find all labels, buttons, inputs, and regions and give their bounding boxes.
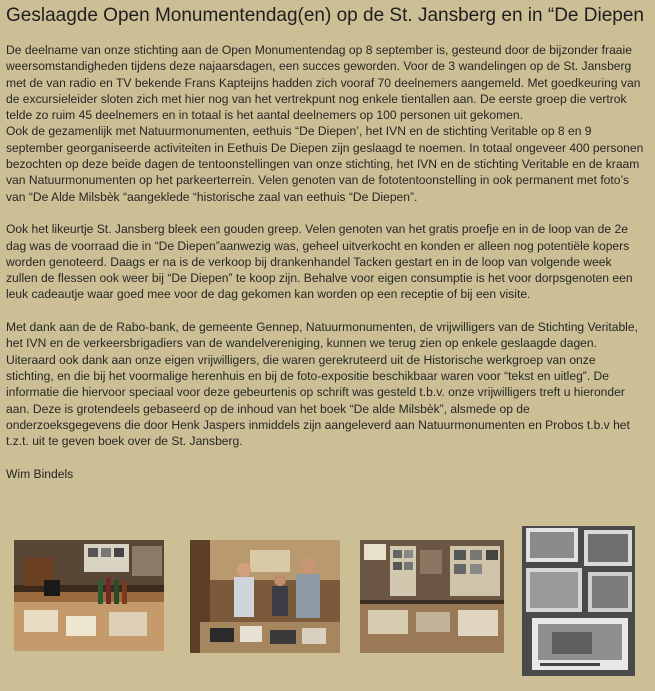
photo-historic-frames[interactable] (522, 526, 635, 676)
visitors-image (190, 540, 340, 653)
historic-frames-image (522, 526, 635, 676)
article-title: Geslaagde Open Monumentendag(en) op de St. Jansberg en in “De Diepen (6, 5, 644, 26)
exhibition-table-image (14, 540, 164, 651)
photo-gallery (0, 526, 655, 691)
paragraph-de-diepen: Ook de gezamenlijk met Natuurmonumenten, eethuis “De Diepen’, het IVN en de stichting Veritable op 8 en 9 september georganiseerde activiteiten in Eethuis De Diepen zijn geslaagd te noemen. In totaal ongeveer 400 personen bezochten op deze beide dagen de tentoonstellingen van onze stichting, het IVN en de stichting Veritable en de kraam van Natuurmonumenten op het parkeerterrein. Velen genoten van de fototentoonstelling in ook permanent met foto’s van “De Alde Milsbèk “aangeklede “historische zaal van eethuis “De Diepen”. (6, 124, 644, 204)
author-signature: Wim Bindels (6, 466, 74, 481)
photo-visitors[interactable] (190, 540, 340, 653)
exhibition-room-image (360, 540, 504, 653)
photo-exhibition-table[interactable] (14, 540, 164, 651)
paragraph-thanks: Met dank aan de de Rabo-bank, de gemeente Gennep, Natuurmonumenten, de vrijwilligers van de Stichting Veritable, het IVN en de verkeersbrigadiers van de wandelvereniging, kunnen we terug zien op enkele geslaagde dagen. Uiteraard ook dank aan onze eigen vrijwilligers, die waren gerekruteerd uit de Historische werkgroep van onze stichting, en die bij het voormalige herenhuis en bij de foto-expositie beschikbaar waren voor “tekst en uitleg”. De informatie die hiervoor speciaal voor deze gebeurtenis op schrift was gesteld t.b.v. onze vrijwilligers treft u hieronder aan. Deze is grotendeels gebaseerd op de inhoud van het boek “De alde Milsbèk”, alsmede op de onderzoeksgegevens die door Henk Jaspers inmiddels zijn aangeleverd aan Natuurmonumenten en Probos t.b.v het t.z.t. uit te geven boek over de St. Jansberg. (6, 320, 638, 449)
photo-exhibition-room[interactable] (360, 540, 504, 653)
paragraph-likeurtje: Ook het likeurtje St. Jansberg bleek een gouden greep. Velen genoten van het gratis proefje en in de loop van de 2e dag was de voorraad die in “De Diepen”aanwezig was, geheel uitverkocht en konden er alleen nog potentiële kopers worden genoteerd. Daags er na is de verkoop bij drankenhandel Tacken gestart en in de loop van volgende week zullen de flessen ook weer bij “De Diepen” te koop zijn. Behalve voor eigen consumptie is het voor dorpsgenoten een leuk cadeautje waar goed mee voor de dag gekomen kan worden op een receptie of bij een visite. (6, 222, 633, 302)
article-body (6, 42, 646, 482)
paragraph-open-monumentendag: De deelname van onze stichting aan de Open Monumentendag op 8 september is, gesteund door de bijzonder fraaie weersomstandigheden tijdens deze najaarsdagen, een succes geworden. Voor de 3 wandelingen op de St. Jansberg met de van radio en TV bekende Frans Kapteijns hadden zich vooraf 70 deelnemers aangemeld. Met goedkeuring van de excursieleider sloten zich met hier nog van het vertrekpunt nog enkele tientallen aan. De eerste groep die vertrok telde zo ruim 45 deelnemers en in totaal is het aantal deelnemers op 100 personen uit gekomen. (6, 43, 641, 123)
